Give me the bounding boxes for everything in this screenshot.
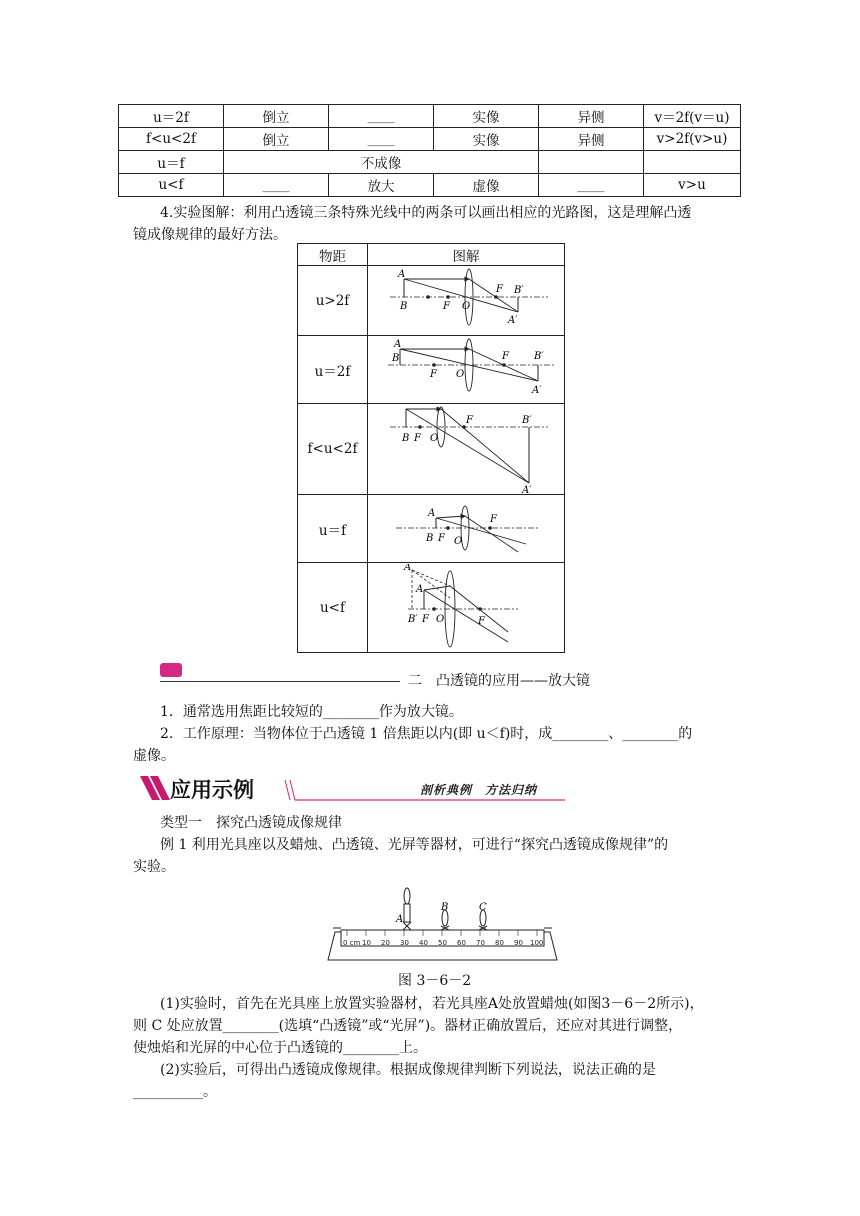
label-f: F <box>438 532 445 544</box>
banner-title: 应用示例 <box>170 778 254 802</box>
label-b-prime: B′ <box>534 350 544 362</box>
ray-diagram-u-eq-2f <box>368 337 564 403</box>
cell-u: u＝f <box>119 151 224 174</box>
cell-v <box>644 151 741 174</box>
scale-label: 90 <box>514 939 523 947</box>
ray-diagram-cell <box>368 336 565 404</box>
cell-side <box>539 151 644 174</box>
table-row <box>119 105 741 128</box>
table-row <box>298 495 565 563</box>
label-o: O <box>430 432 439 444</box>
ray-diagram-cell <box>368 563 565 653</box>
label-a-prime: A′ <box>508 314 518 326</box>
label-f: F <box>443 300 450 312</box>
scale-label: 60 <box>457 939 466 947</box>
cell-v: v＝2f(v＝u) <box>644 105 741 128</box>
ray-diagram-table <box>297 243 565 653</box>
cell-orient: 倒立 <box>224 105 329 128</box>
label-a: A <box>398 268 406 280</box>
scale-label: 80 <box>495 939 504 947</box>
cell-orient: ____ <box>224 174 329 197</box>
cell-size: 放大 <box>329 174 434 197</box>
scale-label: 0 cm <box>343 939 361 947</box>
table-row <box>298 336 565 404</box>
imaging-rules-table <box>118 104 741 197</box>
cell-orient: 倒立 <box>224 128 329 151</box>
cell-merged: 不成像 <box>224 151 539 174</box>
label-f: F <box>422 613 429 625</box>
label-b-prime: B′ <box>408 613 418 625</box>
cell-kind: 实像 <box>434 128 539 151</box>
application-banner <box>140 772 570 804</box>
section-title: 二 凸透镜的应用——放大镜 <box>408 673 590 689</box>
scale-label: 10 <box>362 939 371 947</box>
label-f: F <box>414 432 421 444</box>
section2-item2-line1: 2．工作原理：当物体位于凸透镜 1 倍焦距以内(即 u＜f)时，成________、________的 <box>160 726 693 742</box>
table-row <box>298 563 565 653</box>
table-row <box>119 151 741 174</box>
label-a: A <box>394 338 402 350</box>
cell-v: v>u <box>644 174 741 197</box>
table-row <box>119 174 741 197</box>
cell-size: ____ <box>329 128 434 151</box>
section2-item1: 1．通常选用焦距比较短的________作为放大镜。 <box>160 704 463 720</box>
ray-diagram-u-gt-2f <box>368 267 564 335</box>
cell-u: u<f <box>119 174 224 197</box>
row-label: u＝2f <box>298 336 368 404</box>
label-f: F <box>466 414 473 426</box>
label-f: F <box>478 615 485 627</box>
section-divider <box>160 681 400 682</box>
question1-line2: 则 C 处应放置________(选填“凸透镜”或“光屏”)。器材正确放置后，还应对其进行调整， <box>133 1018 683 1034</box>
label-a-prime: A′ <box>532 384 542 396</box>
ray-diagram-cell <box>368 404 565 495</box>
label-a-prime: A′ <box>522 484 532 494</box>
question1-line3: 使烛焰和光屏的中心位于凸透镜的________上。 <box>133 1040 427 1056</box>
question2-line2: __________。 <box>133 1084 217 1100</box>
label-o: O <box>436 613 445 625</box>
label-b-prime: B′ <box>514 284 524 296</box>
table-header-row <box>298 244 565 266</box>
label-b: B <box>400 300 408 312</box>
row-label: f<u<2f <box>298 404 368 495</box>
label-f: F <box>496 283 503 295</box>
cell-kind: 虚像 <box>434 174 539 197</box>
header-object-distance: 物距 <box>298 244 368 266</box>
cell-side: 异侧 <box>539 105 644 128</box>
label-o: O <box>462 300 471 312</box>
header-diagram: 图解 <box>368 244 565 266</box>
label-o: O <box>456 368 465 380</box>
label-a: A <box>428 507 436 519</box>
scale-label: 20 <box>381 939 390 947</box>
label-a: A <box>396 914 404 925</box>
scale-label: 70 <box>476 939 485 947</box>
scale-label: 30 <box>400 939 409 947</box>
cell-v: v>2f(v>u) <box>644 128 741 151</box>
label-b-prime: B′ <box>522 414 532 426</box>
banner-subtitle: 剖析典例 方法归纳 <box>420 783 538 797</box>
type-heading: 类型一 探究凸透镜成像规律 <box>160 815 342 831</box>
label-o: O <box>454 535 463 547</box>
cell-kind: 实像 <box>434 105 539 128</box>
scale-label: 100 <box>530 939 544 947</box>
optical-bench-figure <box>325 884 560 964</box>
cell-size: ____ <box>329 105 434 128</box>
table-row <box>298 266 565 336</box>
item4-text-2: 镜成像规律的最好方法。 <box>133 227 287 243</box>
table-row <box>119 128 741 151</box>
cell-side: 异侧 <box>539 128 644 151</box>
label-f: F <box>490 513 497 525</box>
label-a: A <box>416 583 424 595</box>
ray-diagram-cell <box>368 495 565 563</box>
label-b: B <box>441 902 449 913</box>
label-b: B <box>392 352 400 364</box>
ray-diagram-f-lt-u-lt-2f <box>368 405 564 494</box>
question2-line1: (2)实验后，可得出凸透镜成像规律。根据成像规律判断下列说法，说法正确的是 <box>160 1062 656 1078</box>
label-f: F <box>502 350 509 362</box>
cell-side: ____ <box>539 174 644 197</box>
item4-text-1: 4.实验图解：利用凸透镜三条特殊光线中的两条可以画出相应的光路图，这是理解凸透 <box>160 205 692 221</box>
table-row <box>298 404 565 495</box>
scale-label: 50 <box>438 939 447 947</box>
row-label: u＝f <box>298 495 368 563</box>
row-label: u>2f <box>298 266 368 336</box>
question1-line1: (1)实验时，首先在光具座上放置实验器材，若光具座A处放置蜡烛(如图3－6－2所示)， <box>160 996 704 1012</box>
cell-u: f<u<2f <box>119 128 224 151</box>
section2-item2-line2: 虚像。 <box>133 748 175 764</box>
example-line2: 实验。 <box>133 859 175 875</box>
section-marker-icon <box>160 663 182 677</box>
ray-diagram-u-eq-f <box>368 496 564 562</box>
figure-caption: 图 3－6－2 <box>398 973 472 989</box>
label-b: B <box>426 532 434 544</box>
label-c: C <box>479 902 487 913</box>
cell-u: u＝2f <box>119 105 224 128</box>
label-b: B <box>402 432 410 444</box>
row-label: u<f <box>298 563 368 653</box>
ray-diagram-u-lt-f <box>368 564 564 652</box>
ray-diagram-cell <box>368 266 565 336</box>
scale-label: 40 <box>419 939 428 947</box>
label-a-prime: A <box>404 563 412 573</box>
example-line1: 例 1 利用光具座以及蜡烛、凸透镜、光屏等器材，可进行“探究凸透镜成像规律”的 <box>160 837 669 853</box>
label-f: F <box>430 368 437 380</box>
